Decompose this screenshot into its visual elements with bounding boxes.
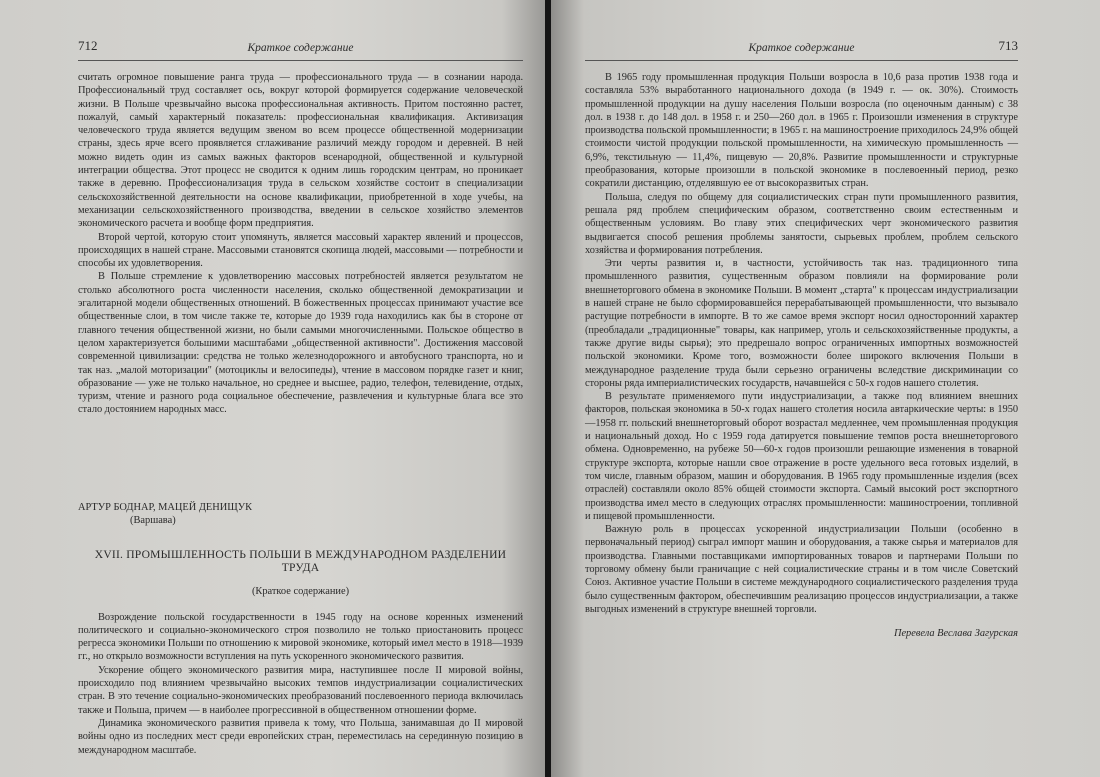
paragraph: Польша, следуя по общему для социалистических стран пути промышленного развития, решала ряд проблем специфическим образом, соответственно своим естественным и общественным условиям. Во главу этих специфических черт экономического развития выдвигается способ решения проблемы занятости, сырьевых проблем, проблем сельского хозяйства и формирования потребления. — [585, 191, 1018, 256]
paragraph: В Польше стремление к удовлетворению массовых потребностей является результатом не столько абсолютного роста численности населения, сколько общественной демократизации и эгалитарной модели общественных отношений. В божественных процессах принимают участие все общественные слои, в том числе также те, которые до 1939 года находились как бы в стороне от главного течения общественной жизни, но были самыми многочисленными. Польское общество в целом характеризуется большими масштабами „общественной активности". Достижения массовой современной цивилизации: средства не только железнодорожного и автобусного транспорта, но и так наз. „малой моторизации" (мотоциклы и велосипеды), чтение в массовом порядке газет и книг, образование — уже не только начальное, но среднее и высшее, радио, телефон, телевидение, отдых, туризм, чтение и разного рода социальное обеспечение, развлечения и культурные блага все это стало достоянием народных масс. — [78, 271, 523, 416]
running-head-title: Краткое содержание — [748, 42, 855, 54]
chapter-title: XVII. ПРОМЫШЛЕННОСТЬ ПОЛЬШИ В МЕЖДУНАРОДНОМ РАЗДЕЛЕНИИ ТРУДА — [94, 547, 507, 574]
author-block — [78, 501, 523, 528]
page-number: 713 — [998, 38, 1018, 53]
paragraph: Возрождение польской государственности в 1945 году на основе коренных изменений политического и социально-экономического строя позволило не только приостановить процесс регресса экономики Польши по отношению к мировой экономике, который имел место в 1918—1939 гг., но открыло возможности вступления на путь ускоренного экономического развития. — [78, 611, 523, 663]
paragraph: Второй чертой, которую стоит упомянуть, является массовый характер явлений и процессов, происходящих в нашей стране. Массовыми становятся скопища людей, массовыми — потребности и способы их удовлетворения. — [78, 231, 523, 270]
running-head-title: Краткое содержание — [247, 42, 354, 54]
paragraph: В 1965 году промышленная продукция Польши возросла в 10,6 раза против 1938 года и составляла 53% выработанного национального дохода (в 1949 г. — ок. 30%). Стоимость промышленной продукции на душу населения Польши возросла (по оценочным данным) с 38 дол. в 1938 г. до 148 дол. в 1958 г. и 250—260 дол. в 1965 г. Произошли изменения в структуре производства польской промышленности; в 1965 г. на машиностроение приходилось 24,9% общей стоимости чистой продукции польской промышленности, на химическую промышленность — 6,9%, текстильную — 11,4%, пищевую — 20,8%. Развитие промышленности и структурные преобразования, которые произошли в польской экономике в послевоенный период, резко сократили дистанцию, отделявшую ее от высокоразвитых стран. — [585, 72, 1018, 190]
header-rule — [78, 60, 523, 61]
left-page — [0, 0, 545, 777]
author-city: (Варшава) — [130, 515, 176, 527]
chapter-subtitle: (Краткое содержание) — [251, 585, 350, 597]
running-header — [78, 38, 523, 60]
right-page — [551, 0, 1100, 777]
paragraph: Ускорение общего экономического развития мира, наступившее после II мировой войны, происходило под влиянием чрезвычайно высоких темпов индустриализации социалистических стран. В это течение социально-экономических преобразований послевоенного периода включилась также и Польша, причем — в наиболее прогрессивной в общественном отношении форме. — [78, 664, 523, 716]
paragraph: Важную роль в процессах ускоренной индустриализации Польши (особенно в первоначальный период) сыграл импорт машин и оборудования, а также сырья и материалов для производства. Главными поставщиками импортированных товаров и партнерами Польши по торговому обмену были граничащие с ней социалистические страны и в том числе Советский Союз. Активное участие Польши в системе международного социалистического разделения труда было существенным фактором, обеспечившим реализацию процессов индустриализации, а также выгодных изменений в структуре внешней торговли. — [585, 524, 1018, 615]
author-names: АРТУР БОДНАР, МАЦЕЙ ДЕНИЩУК — [78, 501, 253, 513]
paragraph: считать огромное повышение ранга труда — профессионального труда — в сознании народа. Профессиональный труд составляет ось, вокруг которой формируется содержание человеческой жизни. В Польше чрезвычайно высока профессиональная активность. Притом постоянно растет, пожалуй, самый характерный показатель: профессиональная квалификация. Активизация человеческого труда является ведущим звеном во всем процессе общественной модернизации страны, здесь ярче всего проявляется сглаживание различий между городом и деревней. В ней можно видеть один из самых важных факторов всенародной, общественной и культурной интеграции общества. Этот процесс не сводится к одним лишь городским центрам, но проникает также в деревню. Профессионализация труда в сельском хозяйстве состоит в специализации сельскохозяйственной деятельности на основе квалификации, приобретенной в ходе учебы, на механизации сельскохозяйственного производства, введении в сельское хозяйство элементов экономического расчета и вообще форм предприятия. — [78, 72, 523, 230]
header-rule — [585, 60, 1018, 61]
paragraph: Динамика экономического развития привела к тому, что Польша, занимавшая до II мировой войны одно из последних мест среди европейских стран, переместилась на серединную позицию в международном масштабе. — [78, 717, 523, 756]
translator-credit: Перевела Веслава Загурская — [893, 628, 1018, 640]
running-header — [585, 38, 1018, 60]
paragraph: В результате применяемого пути индустриализации, а также под влиянием внешних факторов, польская экономика в 50-х годах нашего столетия носила автаркические черты: в 1950—1958 гг. польский внешнеторговый оборот возрастал медленнее, чем промышленная продукция и национальный доход. Но с 1959 года датируется повышение темпов роста внешнеторгового обмена. Одновременно, на рубеже 50—60-х годов произошли решающие изменения в товарной структуре экспорта, которые нашли свое отражение в росте удельного веса готовых изделий, в том числе, главным образом, машин и оборудования. В 1965 году промышленные изделия (всех отраслей) составляли около 85% общей стоимости экспорта. Самый высокий рост экспортного производства имел место в следующих отраслях промышленности: машиностроении, топливной и пищевой промышленности. — [585, 391, 1018, 522]
page-number: 712 — [78, 38, 98, 53]
paragraph: Эти черты развития и, в частности, устойчивость так наз. традиционного типа промышленного развития, существенным образом повлияли на формирование роли внешнеторгового обмена в экономике Польши. В момент „старта" к процессам индустриализации в нашей стране не было сформировавшейся перерабатывающей промышленности, что вызывало растущие потребности в импорте. В то же самое время экспорт носил односторонний характер (преобладали „традиционные" товары, как например, уголь и сельскохозяйственные продукты, а также другие виды сырья); это предрешало вопрос ограниченных импортных возможностей польской экономики. Кроме того, возможности более широкого включения Польши в международное разделение труда были серьезно ограничены вследствие дискриминации со стороны ряда империалистических государств, начавшейся с 50-х годов нашего столетия. — [585, 258, 1018, 389]
